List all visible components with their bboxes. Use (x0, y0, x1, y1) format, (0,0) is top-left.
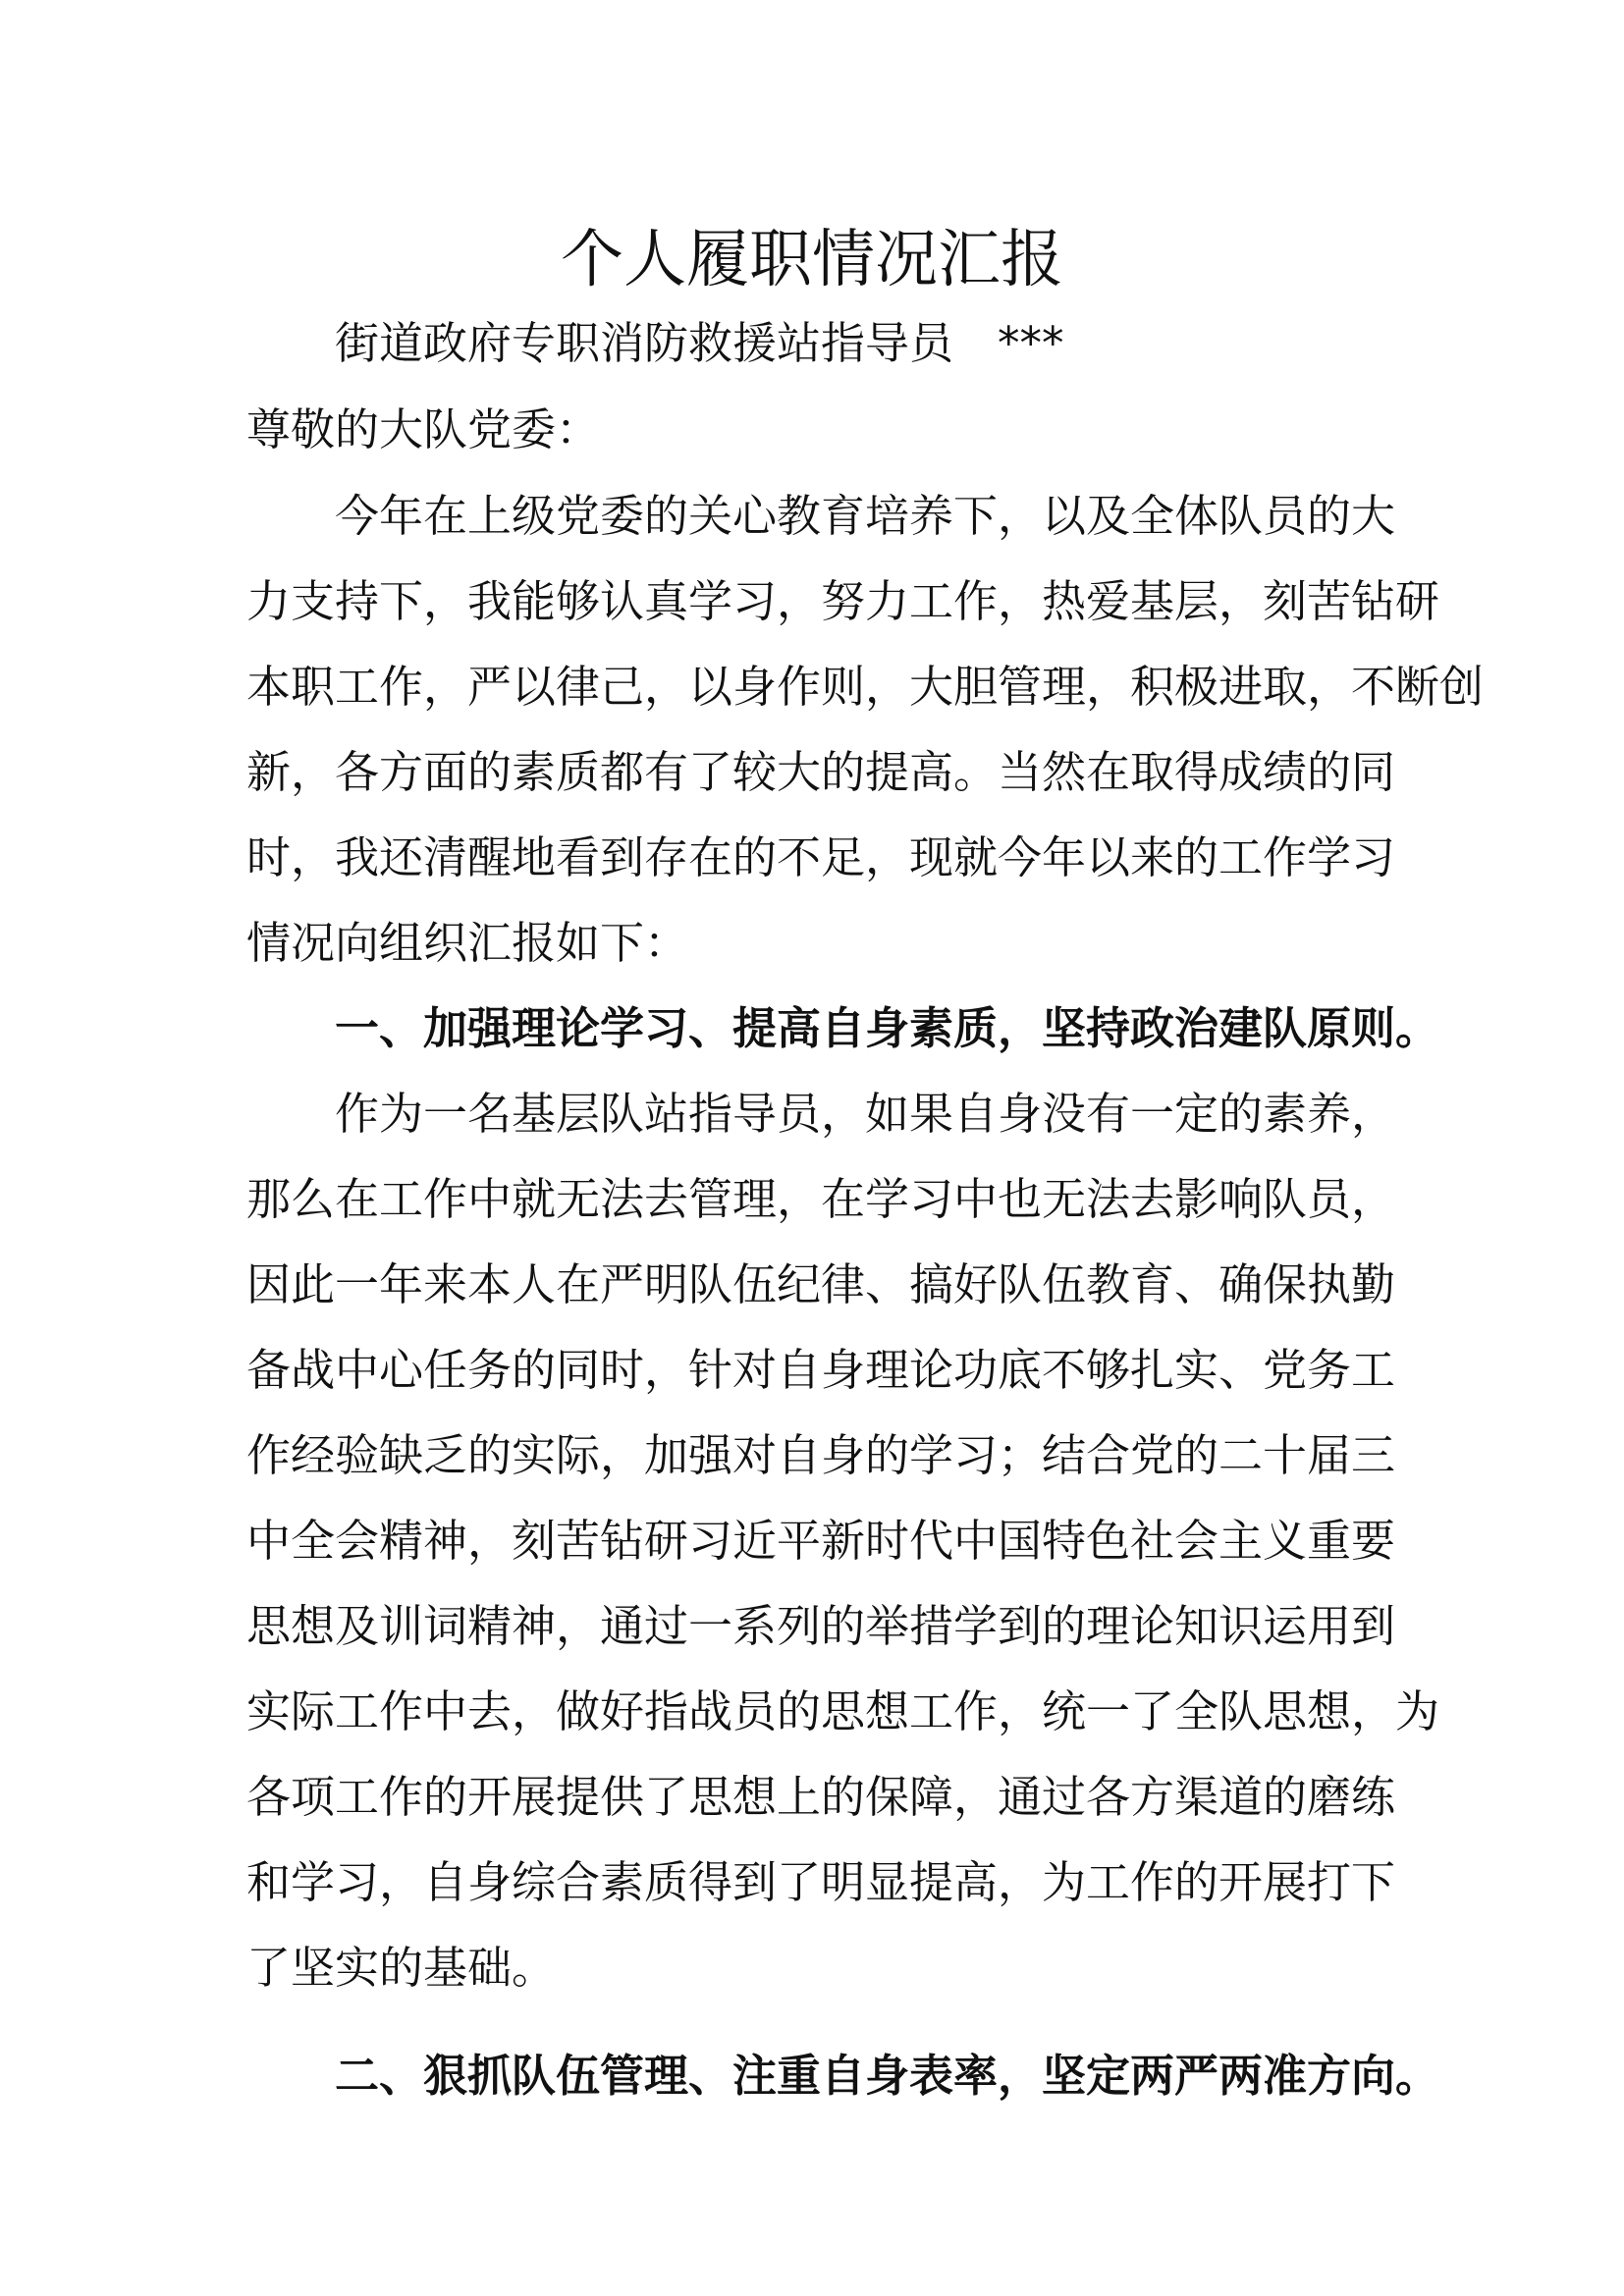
paragraph-line: 和学习，自身综合素质得到了明显提高，为工作的开展打下 (246, 1856, 1396, 1908)
paragraph-line: 中全会精神，刻苦钻研习近平新时代中国特色社会主义重要 (246, 1515, 1396, 1567)
paragraph-line: 情况向组织汇报如下： (246, 917, 689, 969)
paragraph-line: 力支持下，我能够认真学习，努力工作，热爱基层，刻苦钻研 (246, 575, 1440, 627)
document-title: 个人履职情况汇报 (561, 224, 1063, 296)
paragraph-line: 了坚实的基础。 (246, 1942, 557, 1994)
paragraph-line: 备战中心任务的同时，针对自身理论功底不够扎实、党务工 (246, 1344, 1396, 1396)
paragraph-line: 各项工作的开展提供了思想上的保障，通过各方渠道的磨练 (246, 1771, 1396, 1823)
paragraph-line: 时，我还清醒地看到存在的不足，现就今年以来的工作学习 (246, 831, 1396, 883)
paragraph-line: 作经验缺乏的实际，加强对自身的学习；结合党的二十届三 (246, 1429, 1396, 1481)
paragraph-line: 作为一名基层队站指导员，如果自身没有一定的素养， (335, 1088, 1396, 1140)
paragraph-line: 新，各方面的素质都有了较大的提高。当然在取得成绩的同 (246, 746, 1396, 798)
salutation: 尊敬的大队党委： (246, 403, 601, 455)
paragraph-line: 因此一年来本人在严明队伍纪律、搞好队伍教育、确保执勤 (246, 1258, 1396, 1310)
section-heading-2: 二、狠抓队伍管理、注重自身表率，坚定两严两准方向。 (335, 2050, 1440, 2102)
section-heading-1: 一、加强理论学习、提高自身素质，坚持政治建队原则。 (335, 1002, 1440, 1054)
paragraph-line: 今年在上级党委的关心教育培养下，以及全体队员的大 (335, 490, 1396, 542)
paragraph-line: 思想及训词精神，通过一系列的举措学到的理论知识运用到 (246, 1600, 1396, 1652)
paragraph-line: 那么在工作中就无法去管理，在学习中也无法去影响队员， (246, 1173, 1396, 1225)
paragraph-line: 本职工作，严以律己，以身作则，大胆管理，积极进取，不断创 (246, 661, 1485, 713)
author-line: 街道政府专职消防救援站指导员 *** (335, 317, 1064, 369)
paragraph-line: 实际工作中去，做好指战员的思想工作，统一了全队思想，为 (246, 1685, 1440, 1737)
